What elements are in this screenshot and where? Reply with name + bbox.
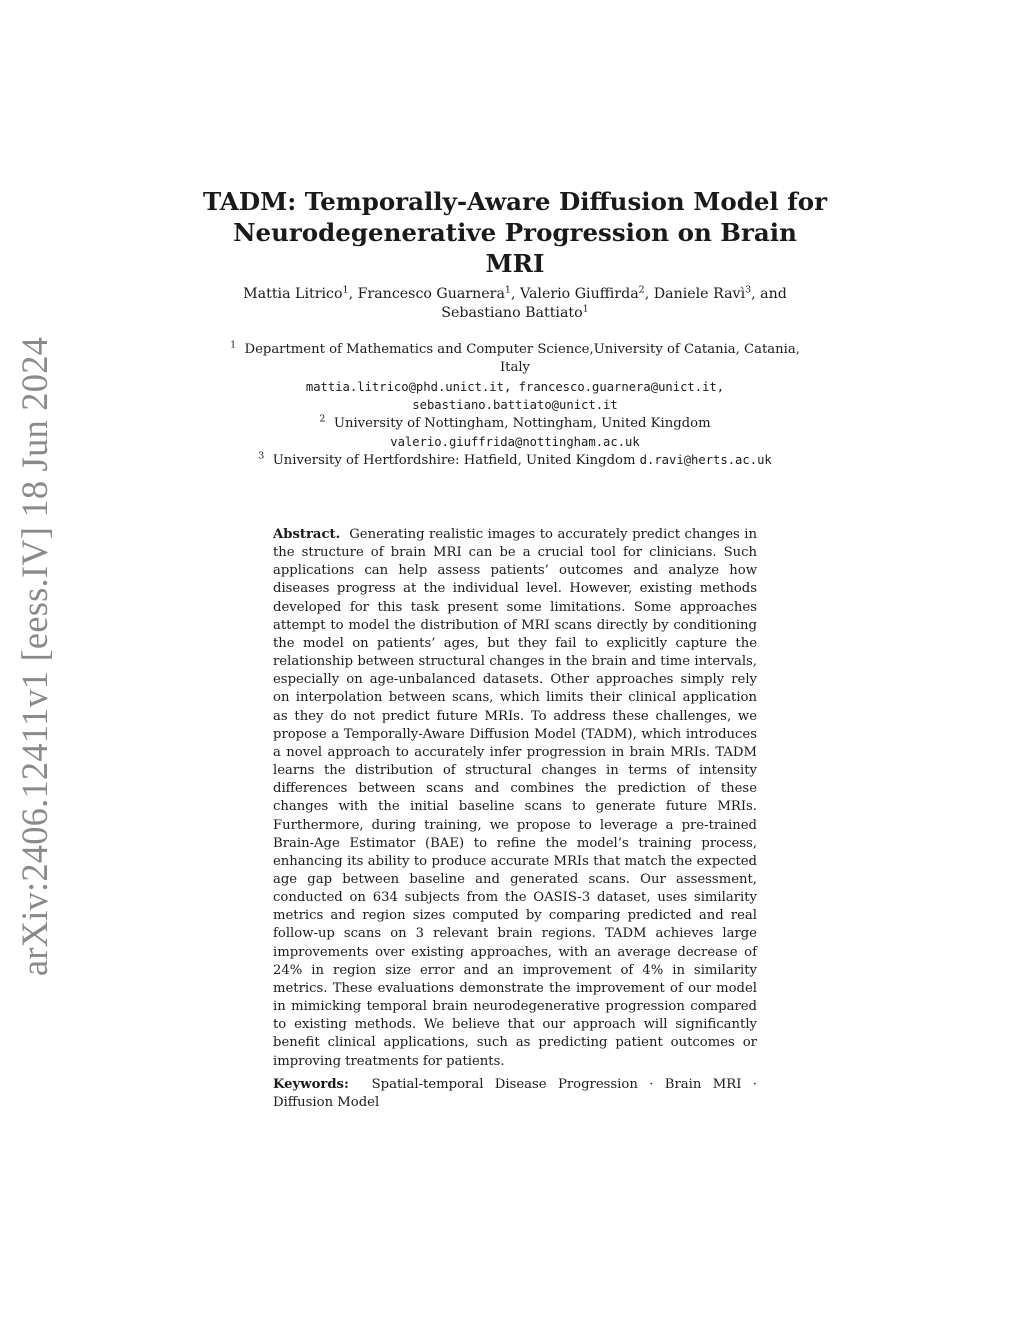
affiliation-1-emails-cont: sebastiano.battiato@unict.it: [412, 398, 618, 413]
keywords-label: Keywords:: [273, 1077, 349, 1092]
arxiv-identifier: [4, 336, 66, 976]
abstract-label: Abstract.: [273, 527, 341, 542]
abstract: [273, 526, 757, 1071]
author-list: [200, 285, 830, 323]
author: Daniele Ravì$^3$, and: [653, 284, 787, 302]
affiliation-1: $^1$ Department of Mathematics and Computer Science,University of Catania, Catania,: [230, 339, 800, 357]
author: Francesco Guarnera$^1$,: [357, 284, 520, 302]
affiliation-3: $^3$ University of Hertfordshire: Hatfield, United Kingdom d.ravi@herts.ac.uk: [258, 451, 772, 469]
paper-title: [200, 186, 830, 279]
arxiv-identifier-text: arXiv:2406.12411v1 [eess.IV] 18 Jun 2024: [14, 336, 56, 976]
author: Valerio Giuffirda$^2$,: [520, 284, 654, 302]
author: Sebastiano Battiato$^1$: [441, 303, 589, 321]
affiliations: [200, 341, 830, 471]
keywords-text: Spatial-temporal Disease Progression · Brain MRI · Diffusion Model: [273, 1077, 757, 1111]
affiliation-3-email: d.ravi@herts.ac.uk: [639, 453, 772, 468]
title-line-1: TADM: Temporally-Aware Diffusion Model for: [202, 187, 828, 216]
author: Mattia Litrico$^1$,: [243, 284, 358, 302]
affiliation-1-cont: Italy: [499, 360, 531, 376]
affiliation-1-emails: mattia.litrico@phd.unict.it, francesco.guarnera@unict.it,: [305, 379, 725, 394]
affiliation-2-email: valerio.giuffrida@nottingham.ac.uk: [390, 435, 640, 450]
keywords: [273, 1076, 757, 1112]
affiliation-2: $^2$ University of Nottingham, Nottingham, United Kingdom: [319, 413, 711, 431]
title-line-2: Neurodegenerative Progression on Brain MRI: [233, 218, 797, 278]
abstract-text: Generating realistic images to accurately predict changes in the structure of brain MRI can be a crucial tool for clinicians. Such applications can help assess patients’ outcomes and analyze how diseases progress at the individual level. However, existing methods developed for this task present some limitations. Some approaches attempt to model the distribution of MRI scans directly by conditioning the model on patients’ ages, but they fail to explicitly capture the relationship between structural changes in the brain and time intervals, especially on age-unbalanced datasets. Other approaches simply rely on interpolation between scans, which limits their clinical application as they do not predict future MRIs. To address these challenges, we propose a Temporally-Aware Diffusion Model (TADM), which introduces a novel approach to accurately infer progression in brain MRIs. TADM learns the distribution of structural changes in terms of intensity differences between scans and combines the prediction of these changes with the initial baseline scans to generate future MRIs. Furthermore, during training, we propose to leverage a pre-trained Brain-Age Estimator (BAE) to refine the model’s training process, enhancing its ability to produce accurate MRIs that match the expected age gap between baseline and generated scans. Our assessment, conducted on 634 subjects from the OASIS-3 dataset, uses similarity metrics and region sizes computed by comparing predicted and real follow-up scans on 3 relevant brain regions. TADM achieves large improvements over existing approaches, with an average decrease of 24% in region size error and an improvement of 4% in similarity metrics. These evaluations demonstrate the improvement of our model in mimicking temporal brain neurodegenerative progression compared to existing methods. We believe that our approach will significantly benefit clinical applications, such as predicting patient outcomes or improving treatments for patients.: [273, 527, 758, 1069]
